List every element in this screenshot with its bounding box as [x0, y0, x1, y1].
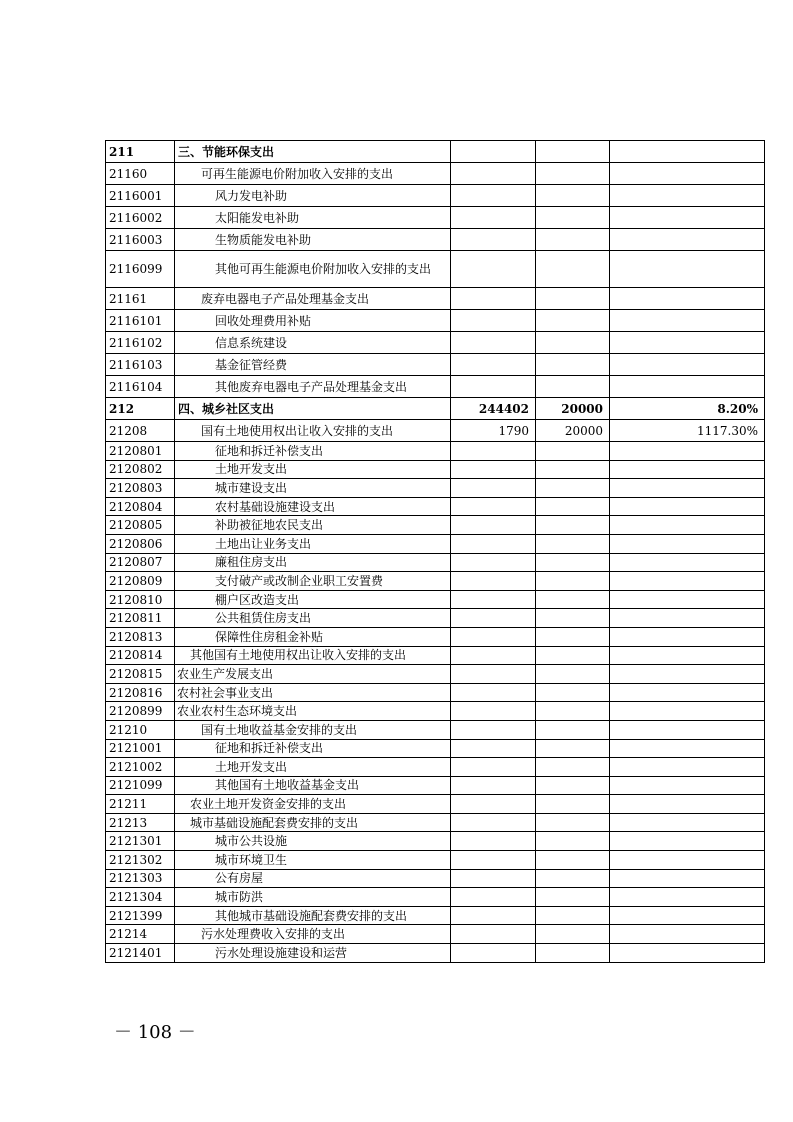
value-cell-1: [451, 832, 536, 851]
name-cell: 回收处理费用补贴: [175, 310, 451, 332]
code-cell: 2120801: [106, 442, 175, 461]
code-cell: 2120809: [106, 572, 175, 591]
code-cell: 2120802: [106, 460, 175, 479]
value-cell-3: 1117.30%: [610, 420, 765, 442]
value-cell-1: [451, 720, 536, 739]
value-cell-3: [610, 251, 765, 288]
name-cell: 农业农村生态环境支出: [175, 702, 451, 721]
code-cell: 2116102: [106, 332, 175, 354]
value-cell-1: [451, 665, 536, 684]
name-cell: 城市公共设施: [175, 832, 451, 851]
name-cell: 保障性住房租金补贴: [175, 627, 451, 646]
value-cell-1: [451, 288, 536, 310]
table-row: [106, 795, 765, 814]
value-cell-2: [536, 795, 610, 814]
value-cell-3: [610, 888, 765, 907]
value-cell-3: [610, 497, 765, 516]
value-cell-1: [451, 590, 536, 609]
table-row: [106, 832, 765, 851]
name-cell: 农村社会事业支出: [175, 683, 451, 702]
name-cell: 污水处理设施建设和运营: [175, 944, 451, 963]
table-row: [106, 141, 765, 163]
code-cell: 2116003: [106, 229, 175, 251]
value-cell-2: [536, 590, 610, 609]
value-cell-3: 8.20%: [610, 398, 765, 420]
value-cell-3: [610, 702, 765, 721]
code-cell: 2120811: [106, 609, 175, 628]
name-cell: 基金征管经费: [175, 354, 451, 376]
name-cell: 城市建设支出: [175, 479, 451, 498]
value-cell-2: [536, 776, 610, 795]
table-row: [106, 332, 765, 354]
value-cell-3: [610, 553, 765, 572]
value-cell-1: [451, 702, 536, 721]
table-row: [106, 720, 765, 739]
code-cell: 2120813: [106, 627, 175, 646]
value-cell-2: [536, 207, 610, 229]
value-cell-2: [536, 516, 610, 535]
value-cell-3: [610, 646, 765, 665]
name-cell: 废弃电器电子产品处理基金支出: [175, 288, 451, 310]
name-cell: 其他可再生能源电价附加收入安排的支出: [175, 251, 451, 288]
value-cell-1: [451, 497, 536, 516]
value-cell-3: [610, 906, 765, 925]
name-cell: 农业土地开发资金安排的支出: [175, 795, 451, 814]
name-cell: 太阳能发电补助: [175, 207, 451, 229]
value-cell-2: [536, 229, 610, 251]
table-row: [106, 702, 765, 721]
code-cell: 21161: [106, 288, 175, 310]
table-row: [106, 813, 765, 832]
value-cell-3: [610, 442, 765, 461]
table-row: [106, 758, 765, 777]
value-cell-2: [536, 609, 610, 628]
table-row: [106, 888, 765, 907]
name-cell: 棚户区改造支出: [175, 590, 451, 609]
value-cell-1: [451, 376, 536, 398]
code-cell: 2120816: [106, 683, 175, 702]
table-body: [106, 141, 765, 963]
table-row: [106, 420, 765, 442]
code-cell: 2116103: [106, 354, 175, 376]
name-cell: 可再生能源电价附加收入安排的支出: [175, 163, 451, 185]
value-cell-1: 244402: [451, 398, 536, 420]
value-cell-2: [536, 944, 610, 963]
value-cell-3: [610, 944, 765, 963]
value-cell-1: 1790: [451, 420, 536, 442]
value-cell-2: [536, 888, 610, 907]
value-cell-2: [536, 141, 610, 163]
code-cell: 2120815: [106, 665, 175, 684]
value-cell-2: [536, 497, 610, 516]
name-cell: 国有土地收益基金安排的支出: [175, 720, 451, 739]
value-cell-1: [451, 851, 536, 870]
name-cell: 土地开发支出: [175, 460, 451, 479]
name-cell: 三、节能环保支出: [175, 141, 451, 163]
value-cell-3: [610, 832, 765, 851]
value-cell-3: [610, 683, 765, 702]
value-cell-1: [451, 925, 536, 944]
value-cell-1: [451, 627, 536, 646]
value-cell-2: [536, 553, 610, 572]
code-cell: 2116101: [106, 310, 175, 332]
value-cell-3: [610, 627, 765, 646]
code-cell: 2116001: [106, 185, 175, 207]
table-row: [106, 376, 765, 398]
table-row: [106, 944, 765, 963]
value-cell-1: [451, 534, 536, 553]
name-cell: 征地和拆迁补偿支出: [175, 739, 451, 758]
value-cell-2: [536, 310, 610, 332]
table-row: [106, 479, 765, 498]
code-cell: 21160: [106, 163, 175, 185]
value-cell-1: [451, 460, 536, 479]
name-cell: 四、城乡社区支出: [175, 398, 451, 420]
value-cell-2: [536, 163, 610, 185]
code-cell: 2121399: [106, 906, 175, 925]
value-cell-1: [451, 888, 536, 907]
value-cell-3: [610, 288, 765, 310]
value-cell-3: [610, 813, 765, 832]
code-cell: 2120804: [106, 497, 175, 516]
value-cell-1: [451, 442, 536, 461]
value-cell-1: [451, 141, 536, 163]
table-row: [106, 516, 765, 535]
table-row: [106, 572, 765, 591]
name-cell: 廉租住房支出: [175, 553, 451, 572]
value-cell-1: [451, 251, 536, 288]
name-cell: 公有房屋: [175, 869, 451, 888]
table-row: [106, 776, 765, 795]
value-cell-2: [536, 702, 610, 721]
value-cell-3: [610, 795, 765, 814]
code-cell: 2120805: [106, 516, 175, 535]
code-cell: 2121304: [106, 888, 175, 907]
value-cell-1: [451, 776, 536, 795]
value-cell-1: [451, 944, 536, 963]
code-cell: 2120810: [106, 590, 175, 609]
value-cell-3: [610, 572, 765, 591]
table-row: [106, 851, 765, 870]
table-row: [106, 163, 765, 185]
value-cell-3: [610, 207, 765, 229]
value-cell-3: [610, 869, 765, 888]
value-cell-3: [610, 609, 765, 628]
table-row: [106, 251, 765, 288]
value-cell-2: [536, 376, 610, 398]
code-cell: 2121001: [106, 739, 175, 758]
code-cell: 2116104: [106, 376, 175, 398]
value-cell-1: [451, 229, 536, 251]
name-cell: 土地出让业务支出: [175, 534, 451, 553]
code-cell: 2120803: [106, 479, 175, 498]
value-cell-1: [451, 683, 536, 702]
value-cell-2: [536, 683, 610, 702]
value-cell-3: [610, 851, 765, 870]
value-cell-1: [451, 795, 536, 814]
code-cell: 21214: [106, 925, 175, 944]
name-cell: 风力发电补助: [175, 185, 451, 207]
value-cell-1: [451, 869, 536, 888]
value-cell-2: [536, 720, 610, 739]
name-cell: 生物质能发电补助: [175, 229, 451, 251]
table-row: [106, 288, 765, 310]
name-cell: 其他废弃电器电子产品处理基金支出: [175, 376, 451, 398]
value-cell-3: [610, 720, 765, 739]
table-row: [106, 906, 765, 925]
code-cell: 211: [106, 141, 175, 163]
name-cell: 补助被征地农民支出: [175, 516, 451, 535]
value-cell-2: 20000: [536, 420, 610, 442]
table-row: [106, 627, 765, 646]
code-cell: 2120899: [106, 702, 175, 721]
value-cell-3: [610, 332, 765, 354]
table-row: [106, 534, 765, 553]
value-cell-2: [536, 251, 610, 288]
value-cell-2: [536, 851, 610, 870]
name-cell: 土地开发支出: [175, 758, 451, 777]
name-cell: 其他国有土地使用权出让收入安排的支出: [175, 646, 451, 665]
code-cell: 21213: [106, 813, 175, 832]
value-cell-3: [610, 460, 765, 479]
budget-table: [105, 140, 765, 963]
table-row: [106, 665, 765, 684]
code-cell: 2121401: [106, 944, 175, 963]
value-cell-3: [610, 516, 765, 535]
name-cell: 污水处理费收入安排的支出: [175, 925, 451, 944]
table-row: [106, 207, 765, 229]
value-cell-3: [610, 479, 765, 498]
value-cell-3: [610, 534, 765, 553]
code-cell: 2121099: [106, 776, 175, 795]
name-cell: 农村基础设施建设支出: [175, 497, 451, 516]
value-cell-2: [536, 185, 610, 207]
code-cell: 2121303: [106, 869, 175, 888]
value-cell-1: [451, 609, 536, 628]
value-cell-3: [610, 739, 765, 758]
value-cell-2: [536, 288, 610, 310]
table-row: [106, 354, 765, 376]
value-cell-2: [536, 906, 610, 925]
page-number: － 108 －: [114, 1022, 196, 1043]
value-cell-1: [451, 310, 536, 332]
table-row: [106, 590, 765, 609]
table-row: [106, 442, 765, 461]
value-cell-2: [536, 479, 610, 498]
value-cell-1: [451, 163, 536, 185]
code-cell: 212: [106, 398, 175, 420]
code-cell: 21208: [106, 420, 175, 442]
code-cell: 2116099: [106, 251, 175, 288]
value-cell-1: [451, 572, 536, 591]
table-row: [106, 310, 765, 332]
value-cell-2: [536, 354, 610, 376]
value-cell-1: [451, 813, 536, 832]
name-cell: 城市环境卫生: [175, 851, 451, 870]
value-cell-1: [451, 646, 536, 665]
name-cell: 其他国有土地收益基金支出: [175, 776, 451, 795]
value-cell-3: [610, 776, 765, 795]
code-cell: 2121301: [106, 832, 175, 851]
value-cell-1: [451, 553, 536, 572]
value-cell-2: [536, 813, 610, 832]
table-row: [106, 683, 765, 702]
value-cell-2: [536, 665, 610, 684]
code-cell: 21211: [106, 795, 175, 814]
table-row: [106, 925, 765, 944]
value-cell-2: 20000: [536, 398, 610, 420]
value-cell-2: [536, 925, 610, 944]
name-cell: 农业生产发展支出: [175, 665, 451, 684]
table-row: [106, 553, 765, 572]
table-row: [106, 229, 765, 251]
table-row: [106, 869, 765, 888]
table-row: [106, 398, 765, 420]
value-cell-3: [610, 590, 765, 609]
code-cell: 2120806: [106, 534, 175, 553]
value-cell-1: [451, 207, 536, 229]
value-cell-3: [610, 141, 765, 163]
value-cell-3: [610, 354, 765, 376]
name-cell: 城市基础设施配套费安排的支出: [175, 813, 451, 832]
value-cell-2: [536, 442, 610, 461]
value-cell-2: [536, 832, 610, 851]
table-row: [106, 185, 765, 207]
value-cell-3: [610, 310, 765, 332]
value-cell-1: [451, 354, 536, 376]
name-cell: 其他城市基础设施配套费安排的支出: [175, 906, 451, 925]
code-cell: 2121302: [106, 851, 175, 870]
value-cell-2: [536, 758, 610, 777]
name-cell: 公共租赁住房支出: [175, 609, 451, 628]
code-cell: 2120807: [106, 553, 175, 572]
value-cell-3: [610, 229, 765, 251]
value-cell-1: [451, 906, 536, 925]
table-row: [106, 460, 765, 479]
code-cell: 21210: [106, 720, 175, 739]
value-cell-1: [451, 185, 536, 207]
value-cell-1: [451, 479, 536, 498]
code-cell: 2116002: [106, 207, 175, 229]
value-cell-1: [451, 758, 536, 777]
value-cell-2: [536, 332, 610, 354]
value-cell-2: [536, 869, 610, 888]
value-cell-2: [536, 627, 610, 646]
value-cell-2: [536, 739, 610, 758]
table-row: [106, 739, 765, 758]
value-cell-3: [610, 665, 765, 684]
value-cell-1: [451, 739, 536, 758]
value-cell-2: [536, 534, 610, 553]
name-cell: 信息系统建设: [175, 332, 451, 354]
value-cell-1: [451, 516, 536, 535]
table-row: [106, 609, 765, 628]
name-cell: 支付破产或改制企业职工安置费: [175, 572, 451, 591]
value-cell-3: [610, 758, 765, 777]
code-cell: 2120814: [106, 646, 175, 665]
value-cell-2: [536, 646, 610, 665]
value-cell-3: [610, 163, 765, 185]
code-cell: 2121002: [106, 758, 175, 777]
value-cell-1: [451, 332, 536, 354]
value-cell-2: [536, 572, 610, 591]
name-cell: 城市防洪: [175, 888, 451, 907]
value-cell-3: [610, 376, 765, 398]
value-cell-2: [536, 460, 610, 479]
name-cell: 国有土地使用权出让收入安排的支出: [175, 420, 451, 442]
value-cell-3: [610, 925, 765, 944]
value-cell-3: [610, 185, 765, 207]
table-row: [106, 646, 765, 665]
table-row: [106, 497, 765, 516]
name-cell: 征地和拆迁补偿支出: [175, 442, 451, 461]
